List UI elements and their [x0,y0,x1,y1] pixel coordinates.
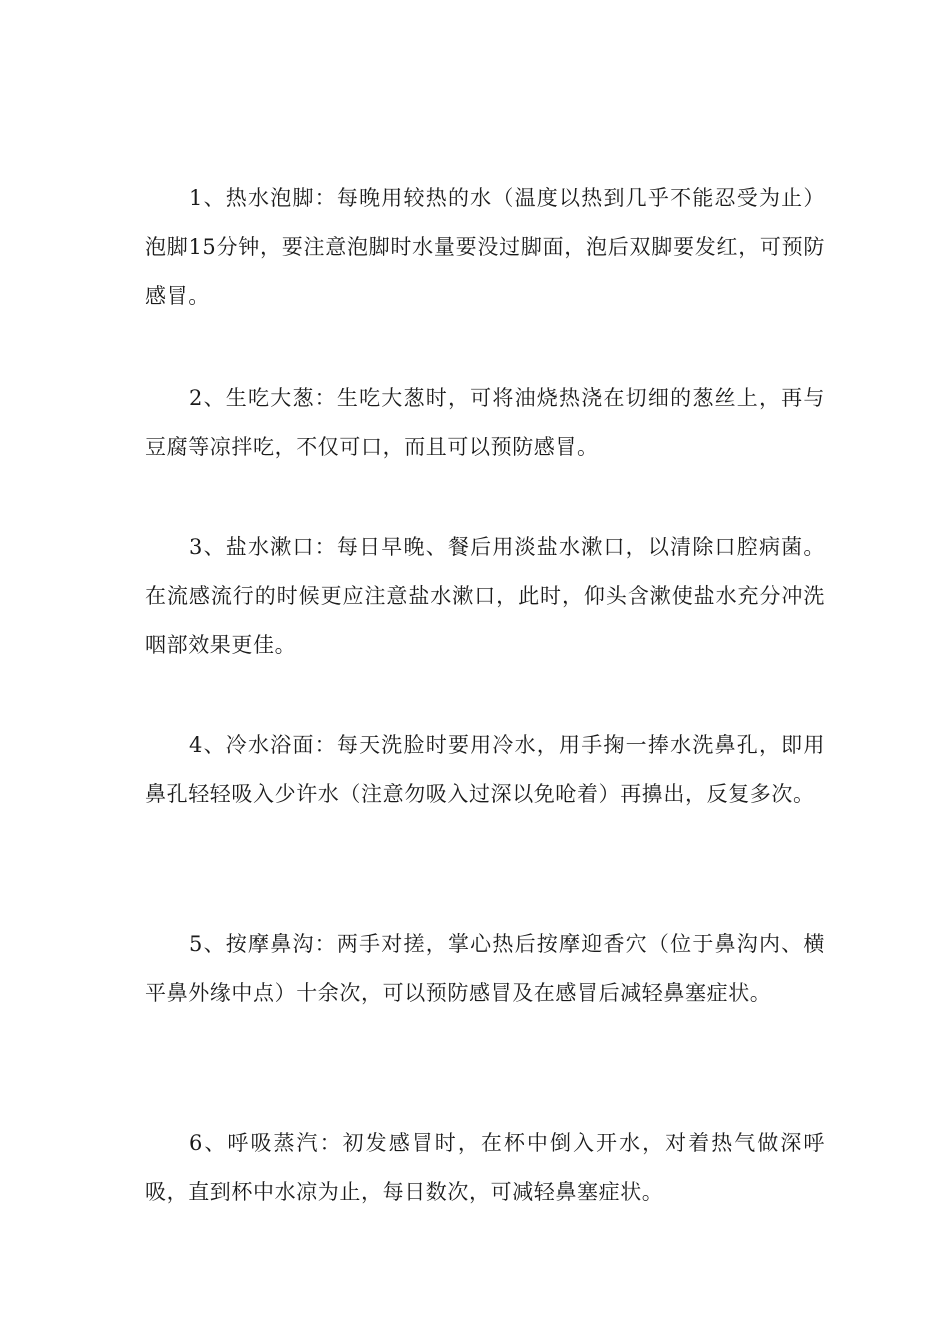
tip-paragraph-hot-foot-soak: 1、热水泡脚：每晚用较热的水（温度以热到几乎不能忍受为止）泡脚15分钟，要注意泡脚时水量要没过脚面，泡后双脚要发红，可预防感冒。 [145,186,825,308]
tip-paragraph-raw-scallion: 2、生吃大葱：生吃大葱时，可将油烧热浇在切细的葱丝上，再与豆腐等凉拌吃，不仅可口，而且可以预防感冒。 [145,386,825,459]
tip-paragraph-steam-inhalation: 6、呼吸蒸汽：初发感冒时，在杯中倒入开水，对着热气做深呼吸，直到杯中水凉为止，每日数次，可减轻鼻塞症状。 [145,1131,825,1204]
tip-paragraph-nose-groove-massage: 5、按摩鼻沟：两手对搓，掌心热后按摩迎香穴（位于鼻沟内、横平鼻外缘中点）十余次，可以预防感冒及在感冒后减轻鼻塞症状。 [145,932,825,1005]
tip-paragraph-salt-water-gargle: 3、盐水漱口：每日早晚、餐后用淡盐水漱口，以清除口腔病菌。在流感流行的时候更应注意盐水漱口，此时，仰头含漱使盐水充分冲洗咽部效果更佳。 [145,535,825,657]
tip-paragraph-cold-water-face-wash: 4、冷水浴面：每天洗脸时要用冷水，用手掬一捧水洗鼻孔，即用鼻孔轻轻吸入少许水（注意勿吸入过深以免呛着）再擤出，反复多次。 [145,733,825,806]
